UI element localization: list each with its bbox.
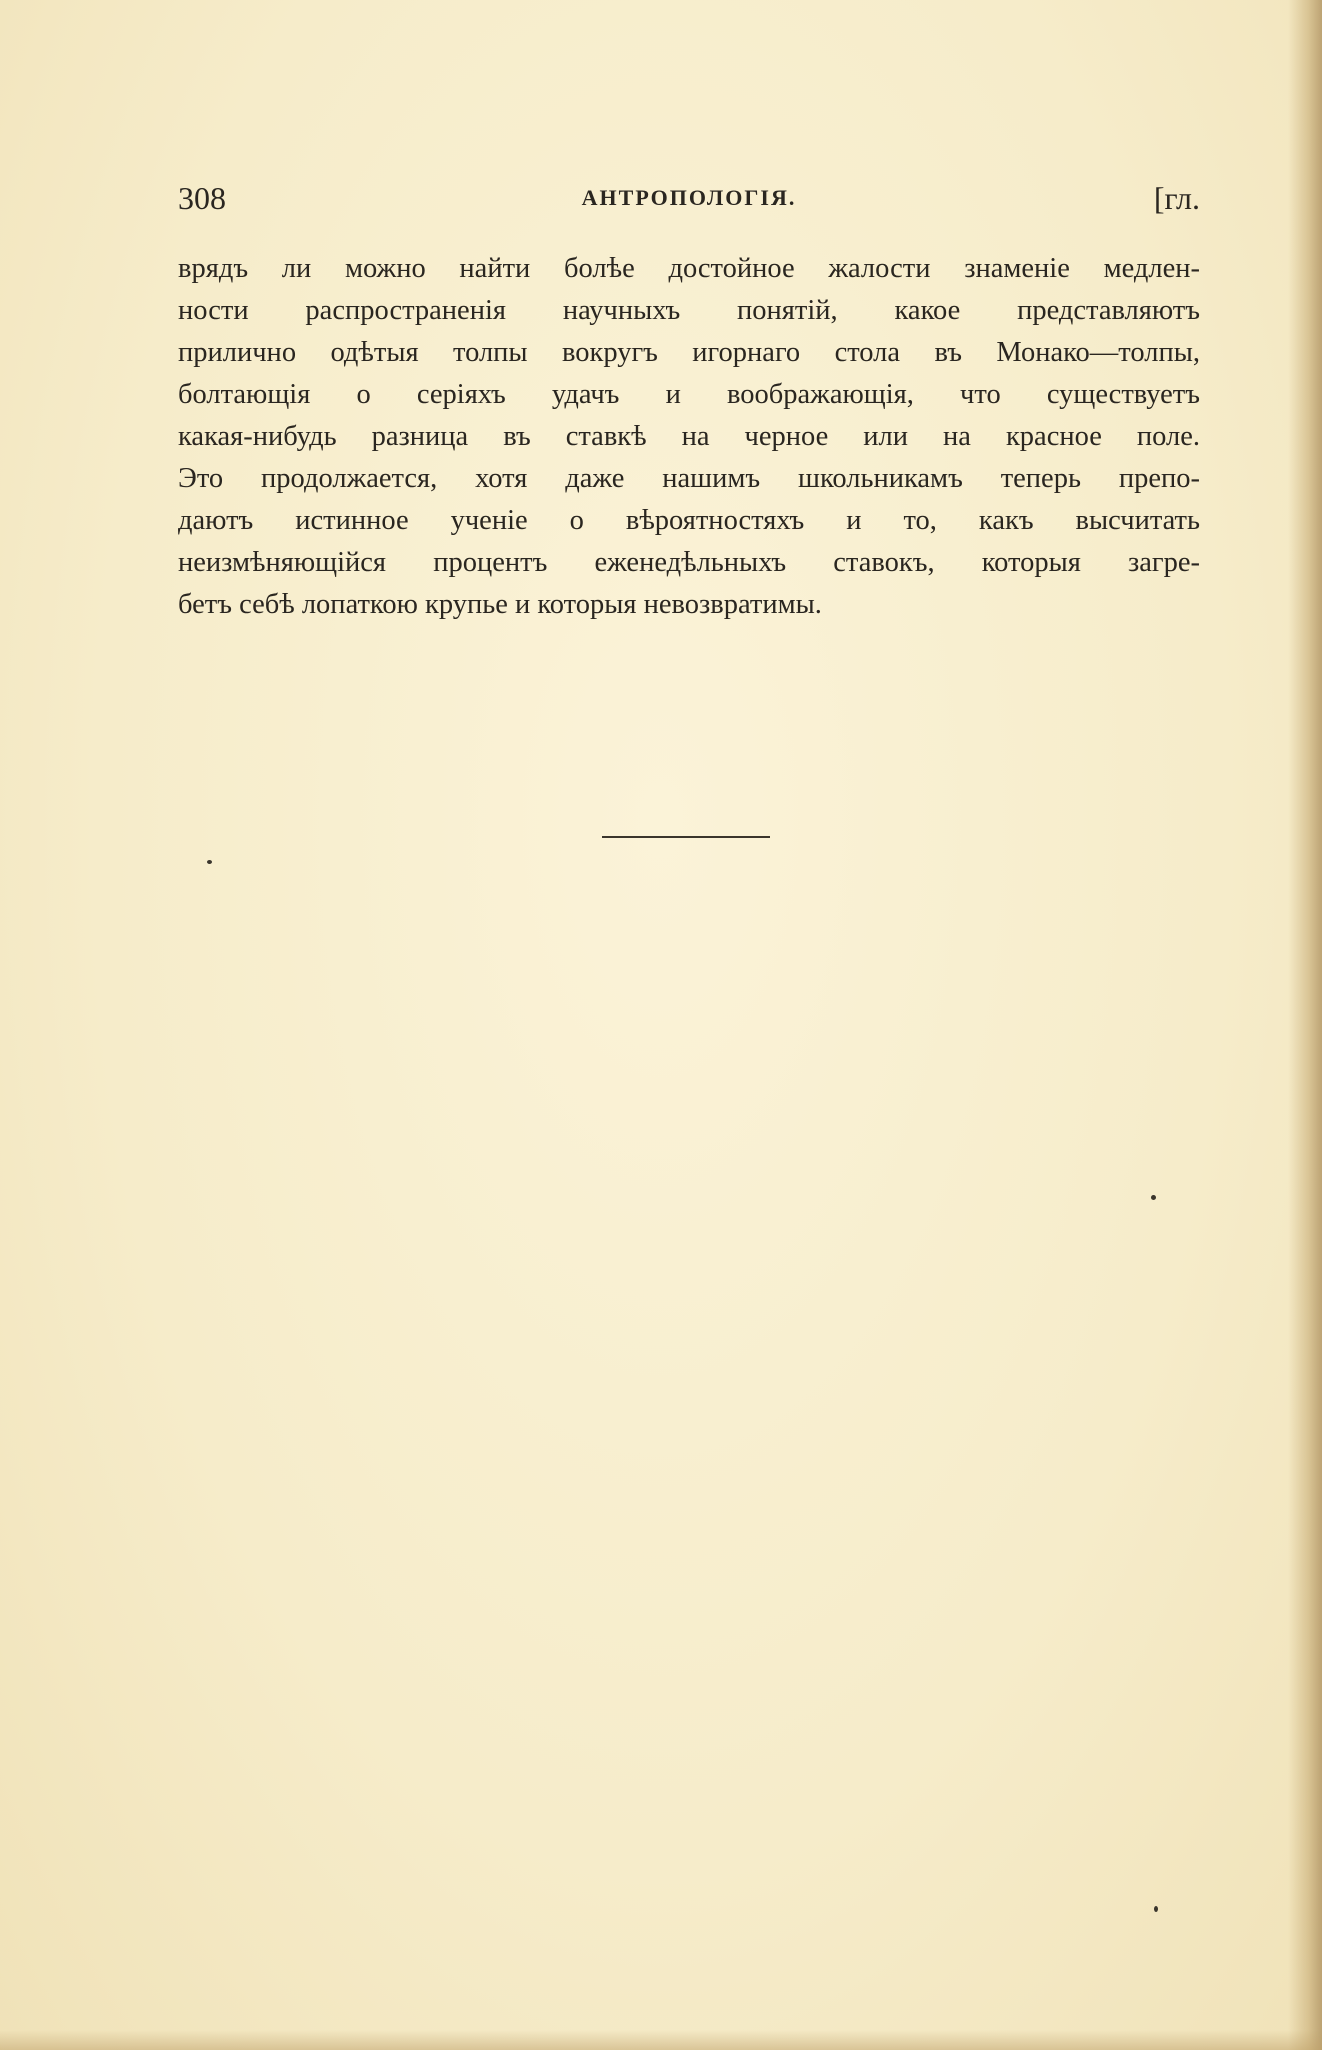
paper-speck <box>1154 1906 1158 1912</box>
section-end-rule <box>602 836 770 838</box>
page-header <box>178 176 1200 220</box>
text-line: даютъ истинное ученіе о вѣроятностяхъ и то, какъ высчитать <box>178 505 1200 536</box>
running-head: АНТРОПОЛОГІЯ. <box>581 185 797 210</box>
body-paragraph <box>178 248 1200 626</box>
text-line: неизмѣняющійся процентъ еженедѣльныхъ ставокъ, которыя загре- <box>178 547 1200 578</box>
page-right-edge-shadow <box>1288 0 1322 2050</box>
text-line: прилично одѣтыя толпы вокругъ игорнаго стола въ Монако—толпы, <box>178 337 1200 368</box>
text-line: Это продолжается, хотя даже нашимъ школьникамъ теперь препо- <box>178 463 1200 494</box>
page-bottom-edge-shadow <box>0 2030 1322 2050</box>
text-line: ности распространенія научныхъ понятій, какое представляютъ <box>178 295 1200 326</box>
paper-speck <box>207 860 212 864</box>
page-number: 308 <box>178 180 226 216</box>
paper-speck <box>1151 1195 1156 1200</box>
text-line: врядъ ли можно найти болѣе достойное жалости знаменіе медлен- <box>178 253 1200 284</box>
text-line: бетъ себѣ лопаткою крупье и которыя невозвратимы. <box>178 589 822 620</box>
text-line: болтающія о серіяхъ удачъ и воображающія, что существуетъ <box>178 379 1200 410</box>
chapter-reference: [гл. <box>1153 180 1200 216</box>
text-line: какая-нибудь разница въ ставкѣ на черное или на красное поле. <box>178 421 1200 452</box>
